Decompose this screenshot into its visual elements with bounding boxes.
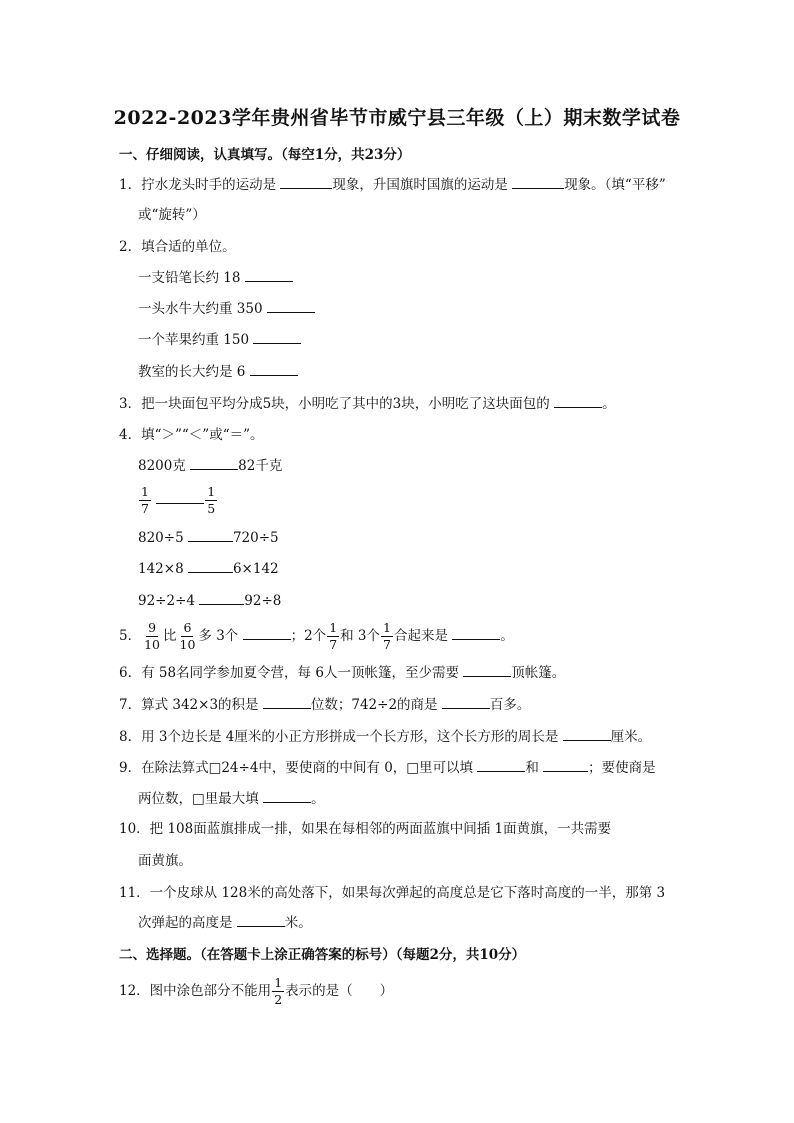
exam-title: 2022-2023学年贵州省毕节市威宁县三年级（上）期末数学试卷 xyxy=(113,107,681,129)
frac-denominator: 2 xyxy=(274,992,283,1007)
q1-text-b: 现象，升国旗时国旗的运动是 xyxy=(332,177,508,193)
q9-blank-3[interactable] xyxy=(263,790,311,803)
q2-blank-2[interactable] xyxy=(267,300,315,313)
question-6 xyxy=(119,663,565,683)
question-4-title: 4．填“＞”“＜”或“＝”。 xyxy=(119,427,264,443)
q4-blank-4[interactable] xyxy=(188,560,233,573)
q5-blank-1[interactable] xyxy=(243,627,291,640)
q8-blank[interactable] xyxy=(563,728,611,741)
frac-numerator: 1 xyxy=(141,484,149,499)
frac-numerator: 6 xyxy=(183,620,192,635)
q7-text-a: 7．算式 342×3的积是 xyxy=(119,697,259,713)
q5-text-6: 。 xyxy=(500,628,514,644)
q2-item-4 xyxy=(138,362,298,382)
question-9 xyxy=(119,758,656,778)
q4-row-5-left: 92÷2÷4 xyxy=(138,593,195,609)
q2-blank-3[interactable] xyxy=(253,331,301,344)
question-5 xyxy=(119,620,514,653)
q4-fraction-1-7 xyxy=(139,484,151,517)
q9-text-b: 和 xyxy=(525,760,539,776)
q3-text-a: 3．把一块面包平均分成5块，小明吃了其中的3块，小明吃了这块面包的 xyxy=(119,396,550,412)
q4-blank-5[interactable] xyxy=(199,592,244,605)
q7-blank-1[interactable] xyxy=(263,696,311,709)
q5-fraction-1-7-b xyxy=(381,620,393,653)
q4-fraction-1-5 xyxy=(205,484,217,517)
q5-text-4: 和 3个 xyxy=(340,628,381,644)
question-2-title: 2．填合适的单位。 xyxy=(119,239,236,255)
q4-blank-3[interactable] xyxy=(188,529,233,542)
q12-fraction-1-2 xyxy=(272,975,284,1008)
q11-text-b: 次弹起的高度是 xyxy=(138,915,233,931)
q9-text-d: 两位数，□里最大填 xyxy=(138,791,259,807)
frac-numerator: 1 xyxy=(207,484,216,499)
q9-text-a: 9．在除法算式□24÷4中，要使商的中间有 0，□里可以填 xyxy=(119,760,474,776)
q2-item-1 xyxy=(138,268,293,288)
q7-blank-2[interactable] xyxy=(442,696,490,709)
q2-item-4-text: 教室的长大约是 6 xyxy=(138,364,246,380)
q7-text-c: 百多。 xyxy=(489,697,531,713)
frac-numerator: 1 xyxy=(274,975,283,990)
q4-row-4 xyxy=(138,559,279,579)
frac-denominator: 7 xyxy=(383,637,391,652)
q5-fraction-9-10 xyxy=(142,620,162,653)
q7-text-b: 位数；742÷2的商是 xyxy=(310,697,438,713)
q9-continued xyxy=(138,789,325,809)
frac-denominator: 5 xyxy=(207,501,216,516)
q9-text-e: 。 xyxy=(311,791,325,807)
frac-numerator: 1 xyxy=(383,620,391,635)
question-10: 10．把 108面蓝旗排成一排，如果在每相邻的两面蓝旗中间插 1面黄旗，一共需要 xyxy=(119,821,612,837)
q2-item-3-text: 一个苹果约重 150 xyxy=(138,332,250,348)
q4-blank-2[interactable] xyxy=(156,491,204,504)
q8-text-b: 厘米。 xyxy=(610,729,652,745)
q6-blank[interactable] xyxy=(463,664,511,677)
q5-text-5: 合起来是 xyxy=(393,628,448,644)
q4-blank-1[interactable] xyxy=(190,457,238,470)
frac-denominator: 7 xyxy=(329,637,338,652)
q1-continued: 或“旋转”） xyxy=(138,207,206,223)
question-8 xyxy=(119,727,651,747)
q2-blank-4[interactable] xyxy=(250,363,298,376)
q5-blank-2[interactable] xyxy=(452,627,500,640)
q5-text-1: 比 xyxy=(163,628,177,644)
q10-continued: 面黄旗。 xyxy=(138,853,192,869)
q6-text-b: 顶帐篷。 xyxy=(511,665,566,681)
section-2-heading: 二、选择题。（在答题卡上涂正确答案的标号）（每题2分，共10分） xyxy=(119,947,526,963)
frac-numerator: 1 xyxy=(329,620,338,635)
q1-blank-1[interactable] xyxy=(280,176,332,189)
q4-row-1 xyxy=(138,456,282,476)
q4-row-4-right: 6×142 xyxy=(232,561,279,577)
q3-text-b: 。 xyxy=(602,396,616,412)
q11-blank[interactable] xyxy=(237,914,285,927)
q9-blank-1[interactable] xyxy=(477,759,525,772)
q6-text-a: 6．有 58名同学参加夏令营，每 6人一顶帐篷，至少需要 xyxy=(119,665,459,681)
q1-blank-2[interactable] xyxy=(512,176,564,189)
q9-blank-2[interactable] xyxy=(543,759,588,772)
q5-text-2: 多 3个 xyxy=(198,628,239,644)
q4-row-3-left: 820÷5 xyxy=(138,530,184,546)
q12-text-a: 12．图中涂色部分不能用 xyxy=(119,983,272,999)
q5-fraction-1-7-a xyxy=(327,620,339,653)
q5-fraction-6-10 xyxy=(178,620,198,653)
q1-text-c: 现象。（填“平移” xyxy=(564,177,666,193)
frac-denominator: 7 xyxy=(141,501,149,516)
q4-row-5-right: 92÷8 xyxy=(244,593,282,609)
q8-text-a: 8．用 3个边长是 4厘米的小正方形拼成一个长方形，这个长方形的周长是 xyxy=(119,729,559,745)
q4-row-1-left: 8200克 xyxy=(138,458,186,474)
q9-text-c: ；要使商是 xyxy=(588,760,656,776)
q4-row-3 xyxy=(138,528,279,548)
q2-item-2 xyxy=(138,299,315,319)
question-11: 11．一个皮球从 128米的高处落下，如果每次弹起的高度总是它下落时高度的一半，那第 3 xyxy=(119,885,666,901)
q2-item-3 xyxy=(138,330,301,350)
q4-row-5 xyxy=(138,591,281,611)
q2-blank-1[interactable] xyxy=(245,269,293,282)
section-1-heading: 一、仔细阅读，认真填写。（每空1分，共23分） xyxy=(119,147,411,163)
question-7 xyxy=(119,695,530,715)
q12-text-b: 表示的是（ ） xyxy=(285,983,394,999)
frac-numerator: 9 xyxy=(148,620,157,635)
question-1 xyxy=(119,175,666,195)
q11-text-c: 米。 xyxy=(284,915,312,931)
question-12 xyxy=(119,975,393,1008)
q4-row-3-right: 720÷5 xyxy=(232,530,279,546)
q5-number: 5． xyxy=(119,628,142,644)
q2-item-1-text: 一支铅笔长约 18 xyxy=(138,270,241,286)
q11-continued xyxy=(138,913,312,933)
q4-row-4-left: 142×8 xyxy=(138,561,184,577)
q4-row-2 xyxy=(138,484,218,517)
q4-row-1-right: 82千克 xyxy=(238,458,283,474)
q2-item-2-text: 一头水牛大约重 350 xyxy=(138,301,263,317)
q5-text-3: ；2个 xyxy=(290,628,327,644)
frac-denominator: 10 xyxy=(144,637,160,652)
frac-denominator: 10 xyxy=(179,637,196,652)
question-3 xyxy=(119,394,616,414)
q3-blank[interactable] xyxy=(554,395,602,408)
q1-text-a: 1．拧水龙头时手的运动是 xyxy=(119,177,277,193)
